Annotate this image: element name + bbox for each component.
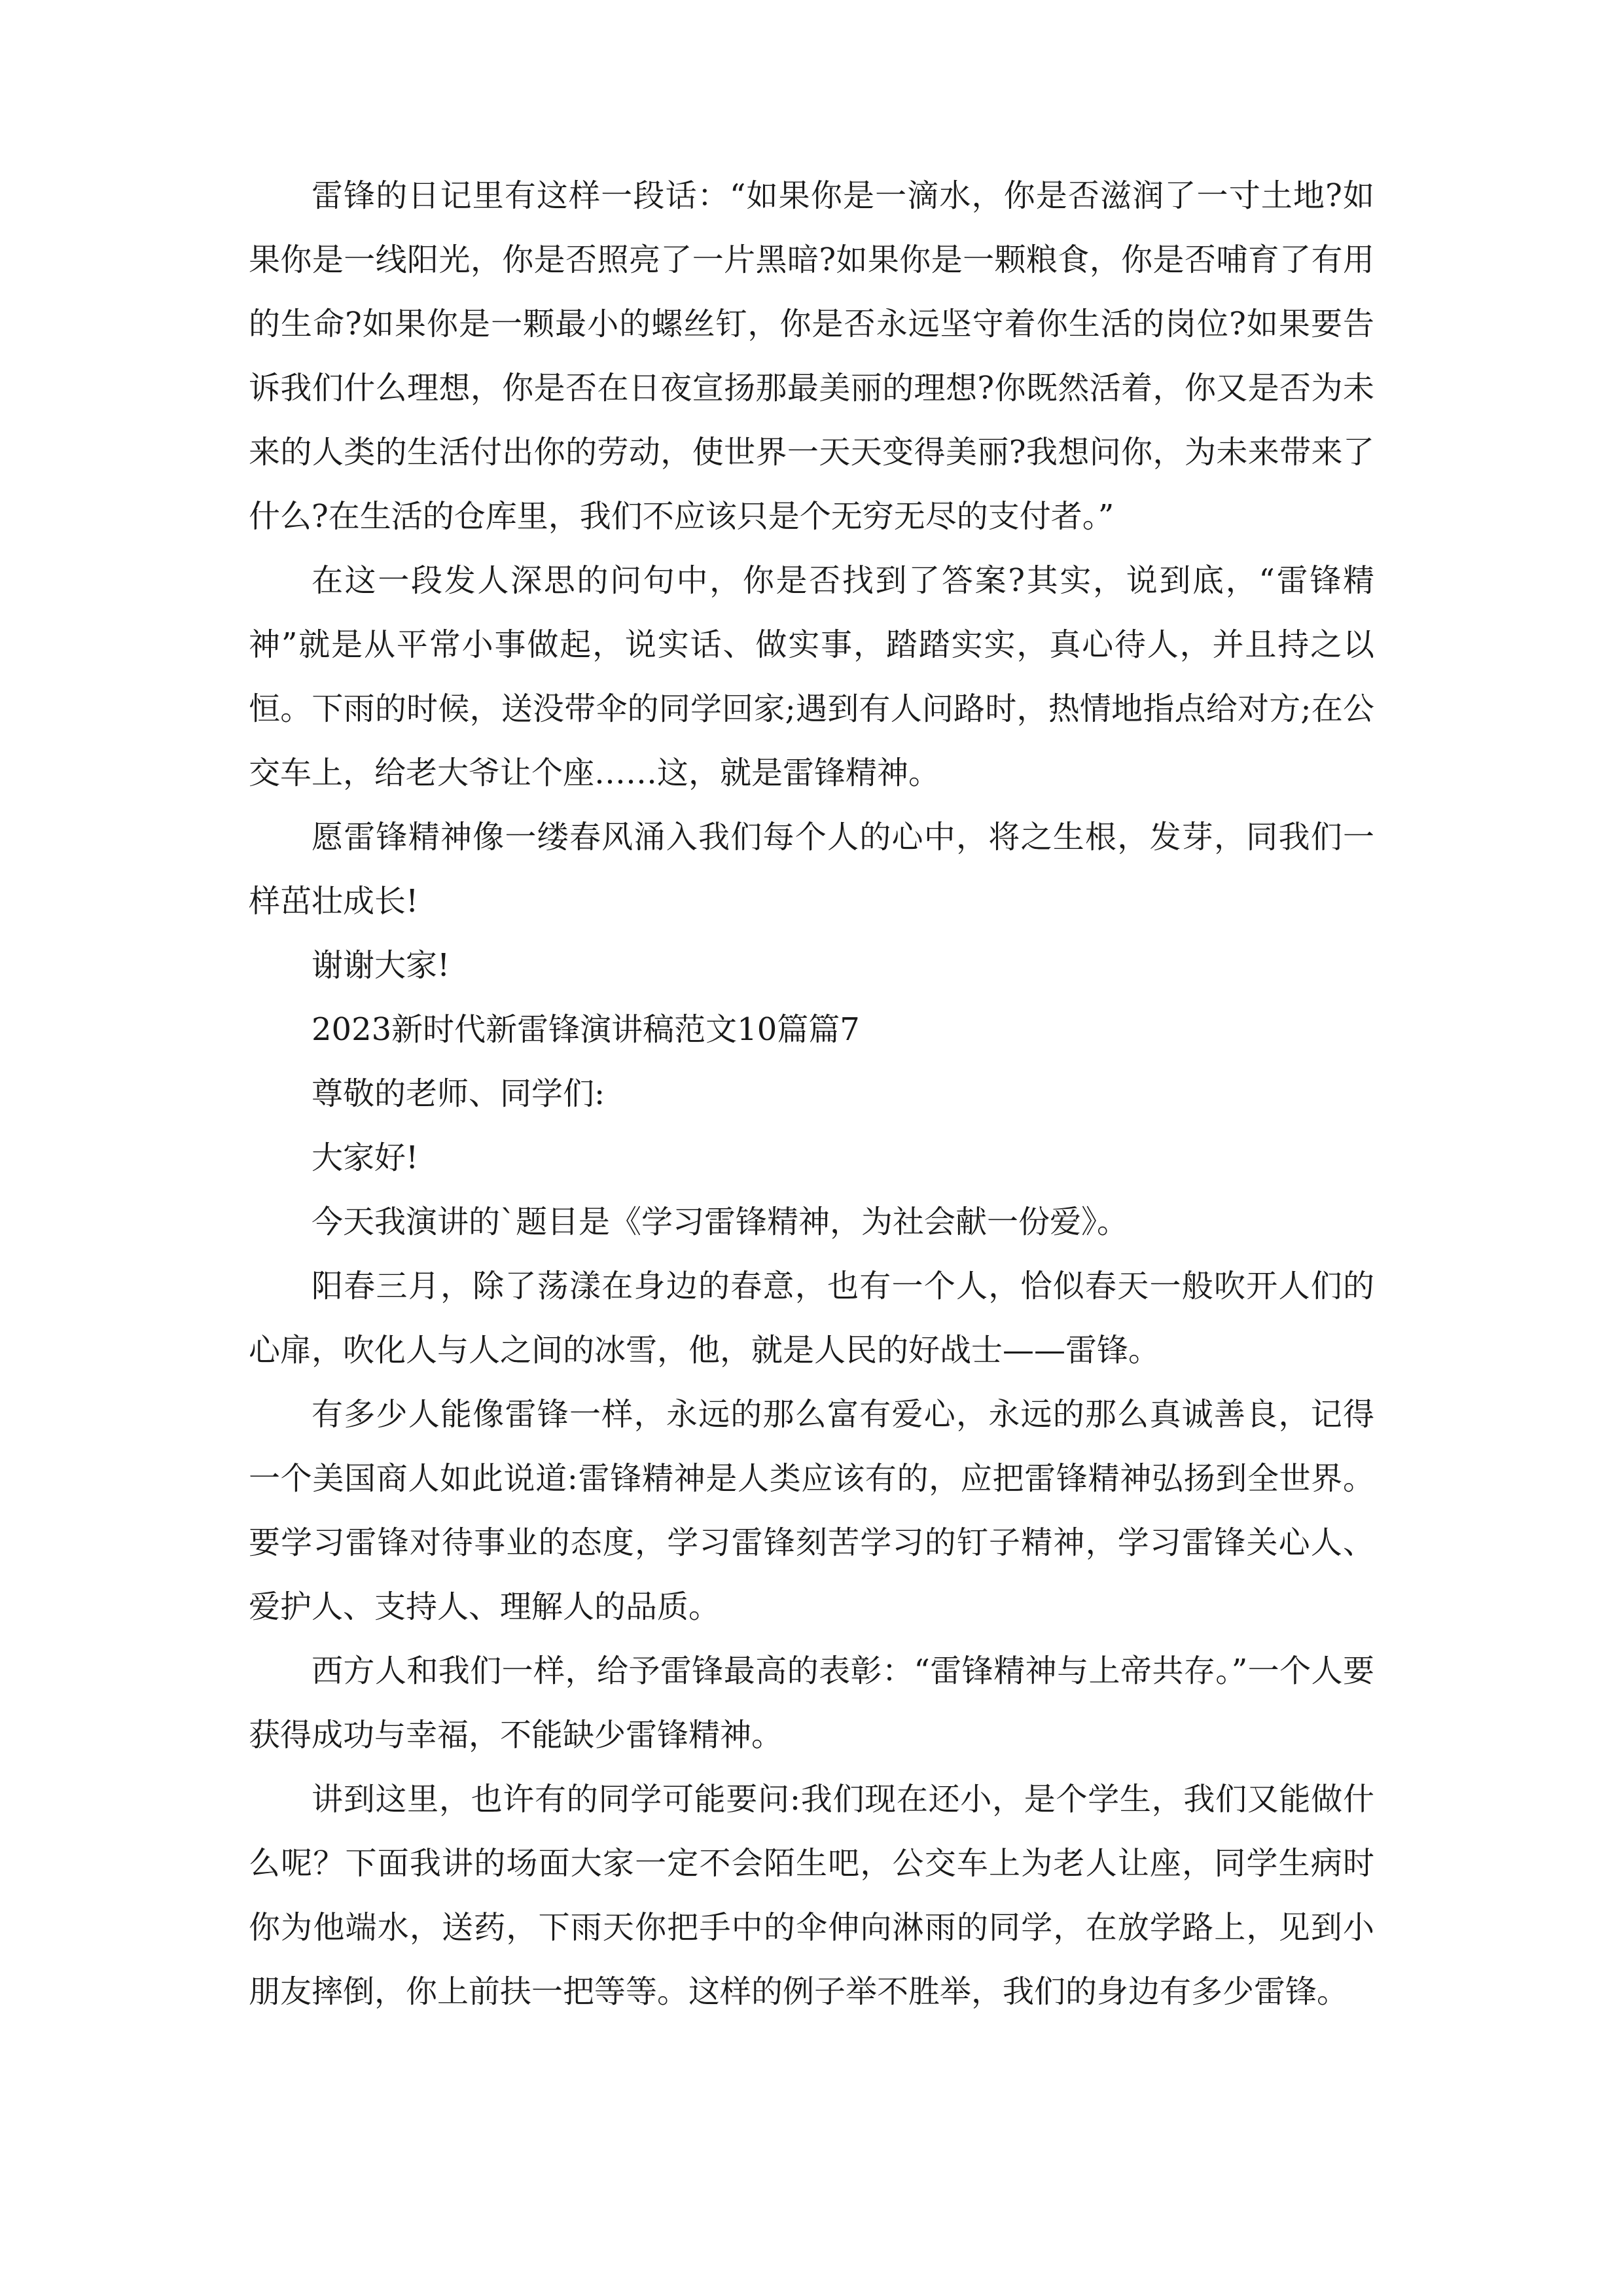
paragraph-greeting: 大家好! <box>312 1139 419 1176</box>
paragraph-answer: 在这一段发人深思的问句中，你是否找到了答案?其实，说到底，“雷锋精神”就是从平常小事做起，说实话、做实事，踏踏实实，真心待人，并且持之以恒。下雨的时候，送没带伞的同学回家;遇到有人问路时，热情地指点给对方;在公交车上，给老大爷让个座……这，就是雷锋精神。 <box>249 562 1374 791</box>
paragraph-american-merchant: 有多少人能像雷锋一样，永远的那么富有爱心，永远的那么真诚善良，记得一个美国商人如此说道:雷锋精神是人类应该有的，应把雷锋精神弘扬到全世界。要学习雷锋对待事业的态度，学习雷锋刻苦学习的钉子精神，学习雷锋关心人、爱护人、支持人、理解人的品质。 <box>249 1396 1374 1625</box>
paragraph-diary-quote: 雷锋的日记里有这样一段话：“如果你是一滴水，你是否滋润了一寸土地?如果你是一线阳光，你是否照亮了一片黑暗?如果你是一颗粮食，你是否哺育了有用的生命?如果你是一颗最小的螺丝钉，你是否永远坚守着你生活的岗位?如果要告诉我们什么理想，你是否在日夜宣扬那最美丽的理想?你既然活着，你又是否为未来的人类的生活付出你的劳动，使世界一天天变得美丽?我想问你，为未来带来了什么?在生活的仓库里，我们不应该只是个无穷无尽的支付者。” <box>249 177 1374 535</box>
paragraph-westerners: 西方人和我们一样，给予雷锋最高的表彰：“雷锋精神与上帝共存。”一个人要获得成功与幸福，不能缺少雷锋精神。 <box>249 1653 1374 1753</box>
paragraph-students: 讲到这里，也许有的同学可能要问:我们现在还小，是个学生，我们又能做什么呢？下面我讲的场面大家一定不会陌生吧，公交车上为老人让座，同学生病时你为他端水，送药，下雨天你把手中的伞伸向淋雨的同学，在放学路上，见到小朋友摔倒，你上前扶一把等等。这样的例子举不胜举，我们的身边有多少雷锋。 <box>249 1781 1374 2010</box>
document-page <box>249 164 1374 2024</box>
section-heading: 2023新时代新雷锋演讲稿范文10篇篇7 <box>312 1011 860 1048</box>
paragraph-salutation: 尊敬的老师、同学们: <box>312 1075 605 1112</box>
paragraph-thanks: 谢谢大家! <box>312 947 450 984</box>
paragraph-topic: 今天我演讲的`题目是《学习雷锋精神，为社会献一份爱》。 <box>312 1204 1129 1240</box>
paragraph-wish: 愿雷锋精神像一缕春风涌入我们每个人的心中，将之生根，发芽，同我们一样茁壮成长! <box>249 819 1374 920</box>
paragraph-spring: 阳春三月，除了荡漾在身边的春意，也有一个人，恰似春天一般吹开人们的心扉，吹化人与人之间的冰雪，他，就是人民的好战士——雷锋。 <box>249 1268 1374 1369</box>
